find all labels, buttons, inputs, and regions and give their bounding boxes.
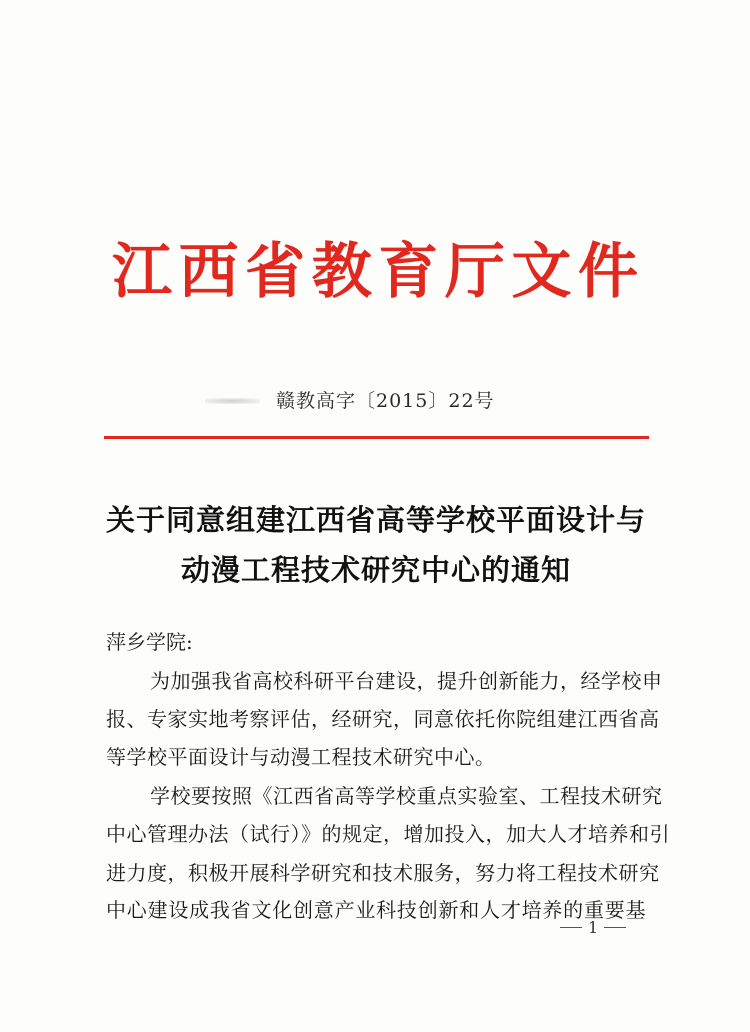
page-number-dash-right	[604, 927, 626, 928]
body-line: 学校要按照《江西省高等学校重点实验室、工程技术研究	[150, 784, 663, 808]
body-line: 中心管理办法（试行）》的规定，增加投入，加大人才培养和引	[106, 822, 670, 846]
body-line: 为加强我省高校科研平台建设，提升创新能力，经学校申	[150, 669, 663, 693]
page-number-dash-left	[560, 927, 582, 928]
issuer-title: 江西省教育厅文件	[112, 237, 642, 307]
page-number-value: 1	[588, 918, 599, 937]
scan-smudge	[205, 398, 260, 404]
body-line: 中心建设成我省文化创意产业科技创新和人才培养的重要基	[106, 898, 646, 922]
page-number	[560, 918, 640, 937]
notice-title-line-1: 关于同意组建江西省高等学校平面设计与	[105, 503, 646, 537]
notice-title-line-2: 动漫工程技术研究中心的通知	[180, 553, 571, 587]
document-number: 赣教高字〔2015〕22号	[276, 390, 495, 412]
red-divider-rule	[104, 436, 649, 439]
body-line: 进力度，积极开展科学研究和技术服务，努力将工程技术研究	[106, 861, 660, 885]
salutation: 萍乡学院:	[106, 630, 193, 654]
body-line: 报、专家实地考察评估，经研究，同意依托你院组建江西省高	[106, 707, 660, 731]
body-line: 等学校平面设计与动漫工程技术研究中心。	[106, 745, 496, 769]
